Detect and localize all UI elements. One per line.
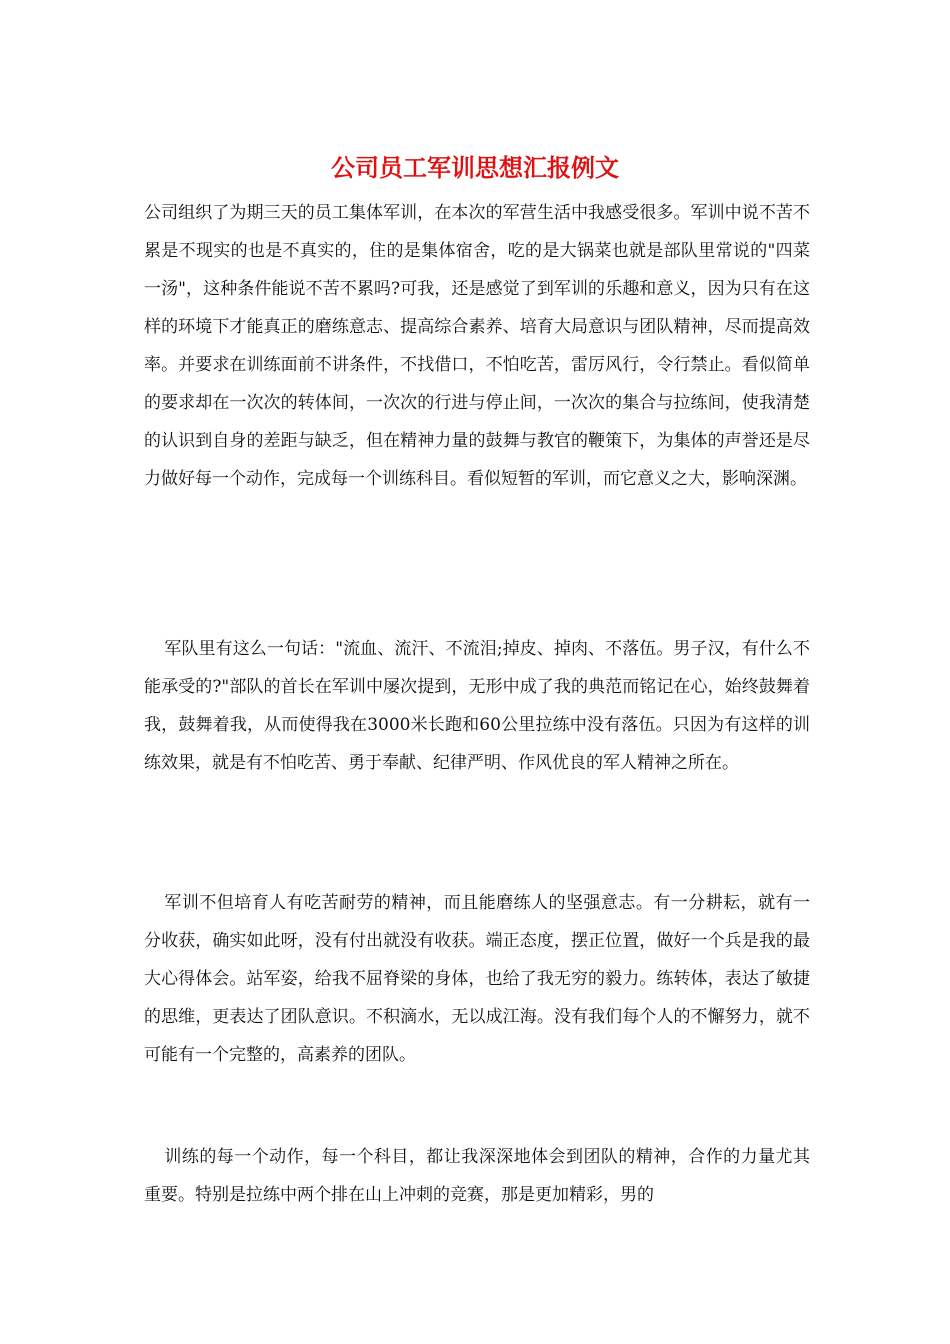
paragraph-4: 训练的每一个动作，每一个科目，都让我深深地体会到团队的精神，合作的力量尤其重要。特别是拉练中两个排在山上冲刺的竞赛，那是更加精彩，男的 xyxy=(144,1147,810,1205)
paragraph-2: 军队里有这么一句话："流血、流汗、不流泪;掉皮、掉肉、不落伍。男子汉，有什么不能承受的?"部队的首长在军训中屡次提到，无形中成了我的典范而铭记在心，始终鼓舞着我，鼓舞着我，从而使得我在3000米长跑和60公里拉练中没有落伍。只因为有这样的训练效果，就是有不怕吃苦、勇于奉献、纪律严明、作风优良的军人精神之所在。 xyxy=(144,639,810,773)
paragraph-1: 公司组织了为期三天的员工集体军训，在本次的军营生活中我感受很多。军训中说不苦不累是不现实的也是不真实的，住的是集体宿舍，吃的是大锅菜也就是部队里常说的"四菜一汤"，这种条件能说不苦不累吗?可我，还是感觉了到军训的乐趣和意义，因为只有在这样的环境下才能真正的磨练意志、提高综合素养、培育大局意识与团队精神，尽而提高效率。并要求在训练面前不讲条件，不找借口，不怕吃苦，雷厉风行，令行禁止。看似简单的要求却在一次次的转体间，一次次的行进与停止间，一次次的集合与拉练间，使我清楚的认识到自身的差距与缺乏，但在精神力量的鼓舞与教官的鞭策下，为集体的声誉还是尽力做好每一个动作，完成每一个训练科目。看似短暂的军训，而它意义之大，影响深渊。 xyxy=(144,203,810,489)
paragraph-3: 军训不但培育人有吃苦耐劳的精神，而且能磨练人的坚强意志。有一分耕耘，就有一分收获，确实如此呀，没有付出就没有收获。端正态度，摆正位置，做好一个兵是我的最大心得体会。站军姿，给我不屈脊梁的身体，也给了我无穷的毅力。练转体，表达了敏捷的思维，更表达了团队意识。不积滴水，无以成江海。没有我们每个人的不懈努力，就不可能有一个完整的，高素养的团队。 xyxy=(144,893,810,1065)
document-title: 公司员工军训思想汇报例文 xyxy=(331,153,619,182)
